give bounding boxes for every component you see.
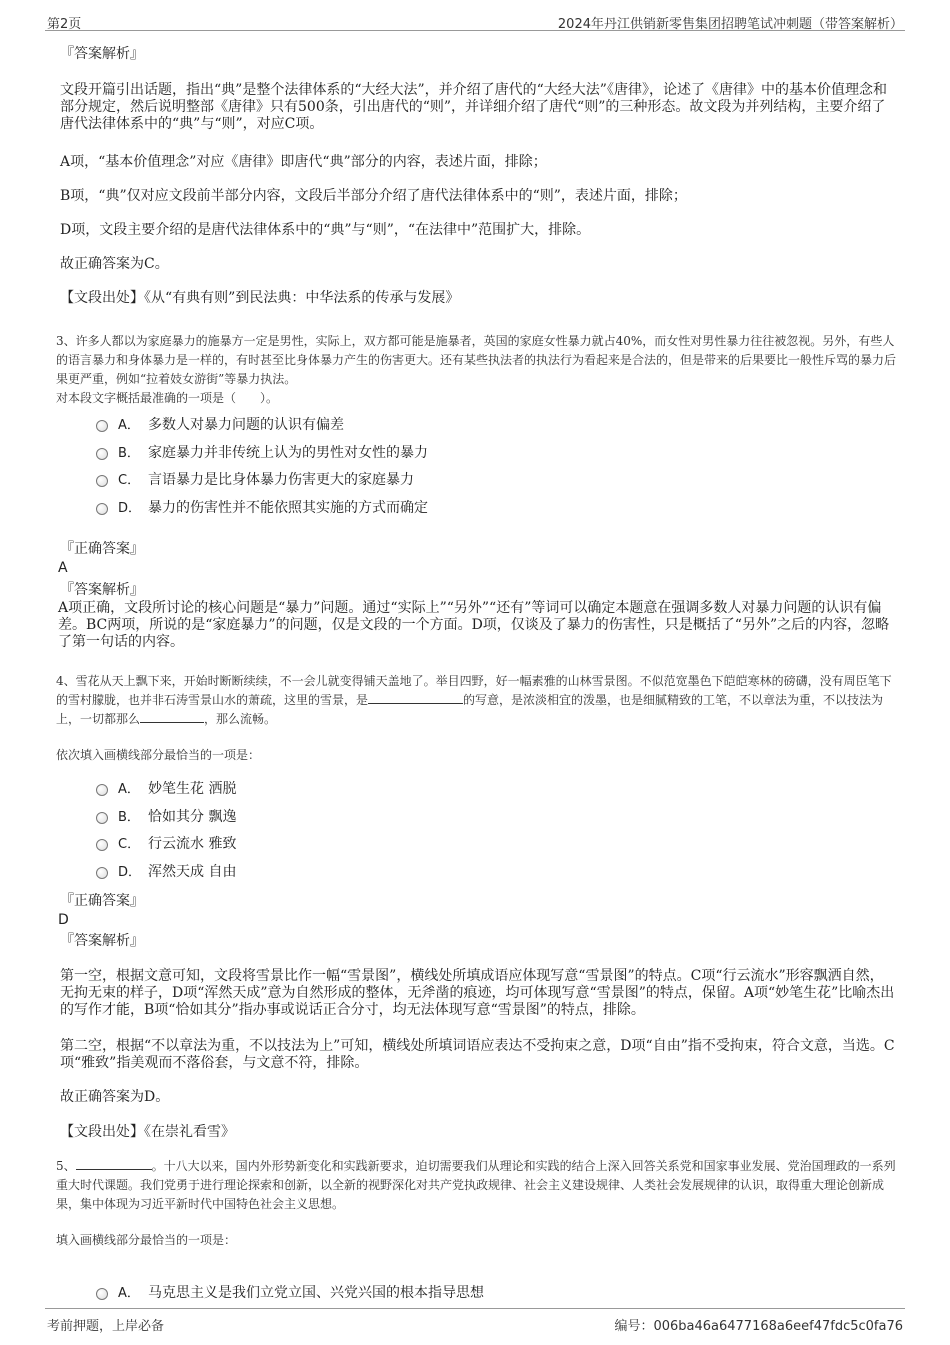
fill-blank-2 xyxy=(140,710,204,723)
radio-button[interactable] xyxy=(96,1288,108,1300)
q2-conclusion: 故正确答案为C。 xyxy=(60,256,169,272)
q2-analysis-label: 『答案解析』 xyxy=(60,46,144,62)
q3-option-c[interactable]: C． 言语暴力是比身体暴力伤害更大的家庭暴力 xyxy=(96,471,414,490)
q5-option-a[interactable]: A． 马克思主义是我们立党立国、兴党兴国的根本指导思想 xyxy=(96,1284,484,1303)
q3-option-b[interactable]: B． 家庭暴力并非传统上认为的男性对女性的暴力 xyxy=(96,444,428,463)
page-footer xyxy=(45,1308,905,1333)
radio-button[interactable] xyxy=(96,784,108,796)
q2-analysis-option-b: B项，“典”仅对应文段前半部分内容，文段后半部分介绍了唐代法律体系中的“则”，表述片面，排除； xyxy=(60,188,687,204)
q4-answer: D xyxy=(58,912,69,928)
fill-blank-1 xyxy=(368,691,463,704)
q4-conclusion: 故正确答案为D。 xyxy=(60,1089,170,1105)
document-title: 2024年丹江供销新零售集团招聘笔试冲刺题（带答案解析） xyxy=(557,17,903,32)
radio-button[interactable] xyxy=(96,420,108,432)
q4-analysis-paragraph-1: 第一空，根据文意可知，文段将雪景比作一幅“雪景图”，横线处所填成语应体现写意“雪景图”的特点。C项“行云流水”形容飘洒自然，无拘无束的样子，D项“浑然天成”意为自然形成的整体，无斧凿的痕迹，均可体现写意“雪景图”的特点，保留。A项“妙笔生花”比喻杰出的写作才能，B项“恰如其分”指办事或说话正合分寸，均无法体现写意“雪景图”的特点，排除。 xyxy=(60,968,895,1018)
q3-prompt: 对本段文字概括最准确的一项是（ ）。 xyxy=(56,391,279,405)
q2-analysis-option-d: D项，文段主要介绍的是唐代法律体系中的“典”与“则”，“在法律中”范围扩大，排除。 xyxy=(60,222,591,238)
q4-analysis-label: 『答案解析』 xyxy=(60,933,144,949)
q3-analysis: A项正确，文段所讨论的核心问题是“暴力”问题。通过“实际上”“另外”“还有”等词可以确定本题意在强调多数人对暴力问题的认识有偏差。BC两项，所说的是“家庭暴力”的问题，仅是文段的一个方面。D项，仅谈及了暴力的伤害性，只是概括了“另外”之后的内容，忽略了第一句话的内容。 xyxy=(58,600,890,650)
q3-answer-label: 『正确答案』 xyxy=(60,541,144,557)
radio-button[interactable] xyxy=(96,503,108,515)
radio-button[interactable] xyxy=(96,839,108,851)
q4-option-b[interactable]: B． 恰如其分 飘逸 xyxy=(96,808,236,827)
q4-option-a[interactable]: A． 妙笔生花 洒脱 xyxy=(96,780,236,799)
q5-stem: 5、 。十八大以来，国内外形势新变化和实践新要求，迫切需要我们从理论和实践的结合上深入回答关系党和国家事业发展、党治国理政的一系列重大时代课题。我们党勇于进行理论探索和创新，以全新的视野深化对共产党执政规律、社会主义建设规律、人类社会发展规律的认识，取得重大理论创新成果，集中体现为习近平新时代中国特色社会主义思想。 xyxy=(56,1159,896,1211)
q4-option-d[interactable]: D． 浑然天成 自由 xyxy=(96,863,236,882)
radio-button[interactable] xyxy=(96,448,108,460)
fill-blank xyxy=(76,1157,152,1170)
q2-analysis-paragraph: 文段开篇引出话题，指出“典”是整个法律体系的“大经大法”，并介绍了唐代的“大经大法”《唐律》，论述了《唐律》中的基本价值理念和部分规定，然后说明整部《唐律》只有500条，引出唐代的“则”，并详细介绍了唐代“则”的三种形态。故文段为并列结构，主要介绍了唐代法律体系中的“典”与“则”，对应C项。 xyxy=(60,82,887,132)
q3-answer: A xyxy=(58,560,68,576)
radio-button[interactable] xyxy=(96,867,108,879)
q3-analysis-label: 『答案解析』 xyxy=(60,582,144,598)
q2-source: 【文段出处】《从“有典有则”到民法典：中华法系的传承与发展》 xyxy=(60,290,460,306)
document-code: 编号：006ba46a6477168a6eef47fdc5c0fa76 xyxy=(614,1319,903,1334)
q3-option-d[interactable]: D． 暴力的伤害性并不能依照其实施的方式而确定 xyxy=(96,499,428,518)
q3-stem: 3、许多人都以为家庭暴力的施暴方一定是男性，实际上，双方都可能是施暴者，英国的家庭女性暴力就占40%，而女性对男性暴力往往被忽视。另外，有些人的语言暴力和身体暴力是一样的，有时甚至比身体暴力产生的伤害更大。还有某些执法者的执法行为看起来是合法的，但是带来的后果要比一般性斥骂的暴力后果更严重，例如“拉着妓女游街”等暴力执法。 xyxy=(56,334,897,386)
q4-stem: 4、雪花从天上飘下来，开始时断断续续，不一会儿就变得铺天盖地了。举目四野，好一幅素雅的山林雪景图。不似范宽墨色下皑皑寒林的磅礴，没有周臣笔下的雪村朦胧，也并非石涛雪景山水的萧疏，这里的雪景，是 的写意，是浓淡相宜的泼墨，也是细腻精致的工笔，不以章法为重，不以技法为上，一切都那么 ，那么流畅。 xyxy=(56,674,892,726)
radio-button[interactable] xyxy=(96,812,108,824)
radio-button[interactable] xyxy=(96,475,108,487)
q2-analysis-option-a: A项，“基本价值理念”对应《唐律》即唐代“典”部分的内容，表述片面，排除； xyxy=(60,154,547,170)
footer-slogan: 考前押题，上岸必备 xyxy=(47,1319,165,1334)
q4-source: 【文段出处】《在崇礼看雪》 xyxy=(60,1124,235,1140)
q4-prompt: 依次填入画横线部分最恰当的一项是： xyxy=(56,748,261,762)
page-number: 第2页 xyxy=(47,17,82,32)
q5-prompt: 填入画横线部分最恰当的一项是： xyxy=(56,1233,237,1247)
q4-option-c[interactable]: C． 行云流水 雅致 xyxy=(96,835,236,854)
q4-answer-label: 『正确答案』 xyxy=(60,893,144,909)
q4-analysis-paragraph-2: 第二空，根据“不以章法为重，不以技法为上”可知，横线处所填词语应表达不受拘束之意，D项“自由”指不受拘束，符合文意，当选。C项“雅致”指美观而不落俗套，与文意不符，排除。 xyxy=(60,1038,895,1071)
q3-option-a[interactable]: A． 多数人对暴力问题的认识有偏差 xyxy=(96,416,344,435)
